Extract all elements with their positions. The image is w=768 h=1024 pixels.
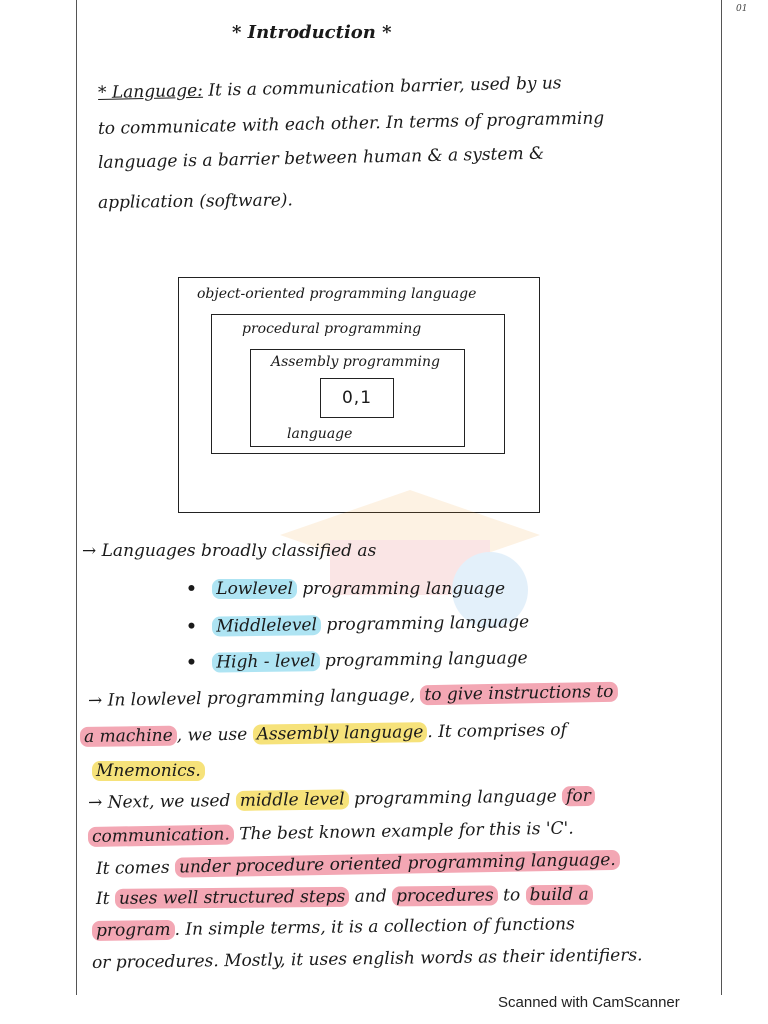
definition-line-1 [98, 72, 562, 104]
page-title-text: * Introduction * [232, 22, 392, 43]
camscanner-footer: Scanned with CamScanner [498, 994, 680, 1011]
procedure-oriented-highlight: under procedure oriented programming language. [175, 850, 620, 878]
lowlevel-highlight: Lowlevel [212, 579, 297, 599]
best-known-example-text: The best known example for this is 'C'. [239, 818, 574, 845]
classification-item-lowlevel [186, 578, 505, 600]
highlevel-highlight: High - level [212, 651, 320, 672]
programming-language-text: programming language [353, 786, 557, 810]
definition-line-2: to communicate with each other. In terms of programming [97, 108, 605, 139]
assembly-language-highlight: Assembly language [253, 722, 428, 744]
bullet-1: • [186, 579, 197, 599]
middlelevel-line-4 [96, 884, 593, 910]
lowlevel-line-3 [92, 760, 205, 782]
middle-box-label: procedural programming [242, 321, 422, 337]
machine-code-value: 0,1 [341, 388, 373, 408]
mnemonics-highlight: Mnemonics. [92, 761, 205, 781]
lowlevel-line-2 [80, 719, 567, 748]
middlelevel-line-5 [92, 913, 575, 942]
program-highlight: program [92, 920, 175, 941]
definition-line-1-text: It is a communication barrier, used by us [208, 73, 562, 101]
definition-line-4: application (software). [97, 190, 294, 213]
for-highlight: for [562, 786, 595, 806]
middlelevel-line-1 [88, 785, 595, 814]
middlelevel-highlight: Middlelevel [212, 615, 321, 637]
outer-box-label: object-oriented programming language [197, 286, 477, 302]
classification-item-highlevel [186, 647, 528, 674]
simple-terms-text: . In simple terms, it is a collection of functions [174, 914, 575, 940]
lowlevel-line-1-text: → In lowlevel programming language, [87, 685, 416, 711]
right-margin-line [721, 0, 722, 995]
to-text: to [503, 885, 521, 906]
bullet-2: • [185, 616, 198, 637]
lowlevel-line-1 [88, 681, 618, 712]
it-text: It [95, 888, 110, 909]
communication-highlight: communication. [88, 824, 234, 847]
we-use-text: , we use [176, 724, 248, 746]
middle-level-highlight: middle level [236, 789, 349, 811]
build-a-highlight: build a [525, 885, 592, 906]
highlevel-rest: programming language [324, 648, 528, 672]
inner-box-bottom-label: language [287, 426, 353, 442]
inner-box-label: Assembly programming [271, 354, 440, 370]
next-we-used-text: → Next, we used [87, 791, 231, 813]
middlelevel-line-2 [88, 818, 574, 848]
comprises-text: . It comprises of [427, 720, 567, 743]
classification-intro: → Languages broadly classified as [82, 541, 377, 561]
middlelevel-line-6: or procedures. Mostly, it uses english words as their identifiers. [91, 945, 643, 973]
diagram-box-machine [320, 378, 394, 418]
well-structured-steps-highlight: uses well structured steps [115, 887, 350, 909]
page-title [232, 22, 392, 44]
and-text: and [354, 886, 387, 907]
a-machine-highlight: a machine [80, 726, 177, 747]
procedures-highlight: procedures [392, 885, 498, 906]
middlelevel-line-3 [96, 849, 620, 880]
middlelevel-rest: programming language [326, 612, 530, 636]
bullet-3: • [185, 652, 198, 673]
definition-line-3: language is a barrier between human & a system & [97, 143, 545, 173]
language-term: * Language: [97, 80, 204, 103]
it-comes-text: It comes [95, 857, 170, 879]
give-instructions-highlight: to give instructions to [420, 682, 617, 705]
left-margin-line [76, 0, 77, 995]
page-number: 01 [736, 4, 748, 14]
classification-item-middlelevel [186, 611, 529, 638]
lowlevel-rest: programming language [302, 579, 506, 599]
